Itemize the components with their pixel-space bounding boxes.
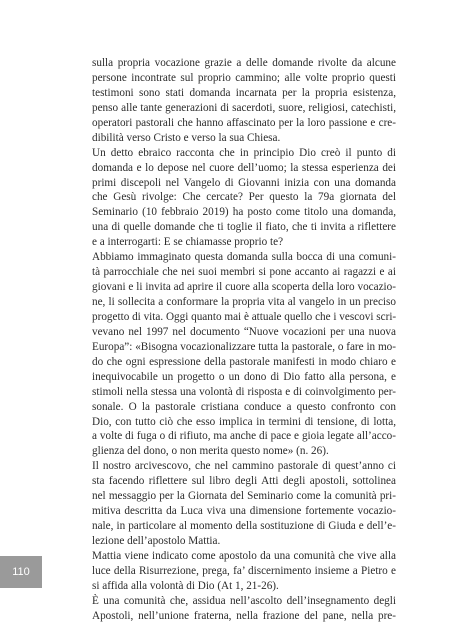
- text-line: lezione dell’apostolo Mattia.: [92, 535, 221, 547]
- text-line: Europa”: «Bisogna vocazionalizzare tutta la pastorale, o fare in mo-: [92, 340, 396, 353]
- text-line: Un detto ebraico racconta che in principio Dio creò il punto di: [92, 146, 396, 159]
- text-line: Apostoli, nell’unione fraterna, nella frazione del pane, nella pre-: [92, 609, 396, 622]
- text-line: penso alle tante generazioni di sacerdoti, suore, religiosi, catechisti,: [92, 101, 396, 114]
- text-line: Mattia viene indicato come apostolo da una comunità che vive alla: [92, 549, 396, 562]
- text-line: e a interrogarti: E se chiamasse proprio te?: [92, 236, 284, 249]
- text-line: operatori pastorali che hanno affascinato per la loro passione e cre-: [92, 116, 396, 129]
- text-line: stimoli nella stessa una volontà di risposta e di coinvolgimento per-: [92, 385, 396, 398]
- text-line: che Gesù rivolge: Che cercate? Per questo la 79a giornata del: [92, 191, 396, 204]
- text-line: progetto di vita. Oggi quanto mai è attuale quello che i vescovi scri-: [92, 310, 397, 323]
- text-line: domanda e lo depose nel cuore dell’uomo; la stessa esperienza dei: [92, 161, 396, 174]
- text-line: Il nostro arcivescovo, che nel cammino pastorale di quest’anno ci: [92, 460, 396, 473]
- text-line: primi discepoli nel Vangelo di Giovanni inizia con una domanda: [92, 176, 396, 189]
- text-line: nel messaggio per la Giornata del Seminario come la comunità pri-: [92, 490, 396, 503]
- text-line: vevano nel 1997 nel documento “Nuove vocazioni per una nuova: [92, 325, 396, 338]
- text-line: giovani e li invita ad aprire il cuore alla scoperta della loro vocazio-: [92, 281, 396, 294]
- text-line: do che ogni espressione della pastorale manifesti in modo chiaro e: [92, 355, 396, 368]
- page-number: 110: [12, 566, 30, 578]
- text-line: mitiva descritta da Luca viva una dimensione fortemente vocazio-: [92, 505, 396, 518]
- text-line: a volte di fuga o di rifiuto, ma anche di pace e gioia legate all’acco-: [92, 430, 396, 443]
- text-line: sulla propria vocazione grazie a delle domande rivolte da alcune: [92, 57, 396, 69]
- text-line: Seminario (10 febbraio 2019) ha posto come titolo una domanda,: [92, 206, 396, 219]
- text-line: persone incontrate sul proprio cammino; alle volte proprio questi: [92, 71, 396, 84]
- text-line: Abbiamo immaginato questa domanda sulla bocca di una comuni-: [92, 251, 396, 264]
- text-line: una di quelle domande che ti toglie il fiato, che ti invita a riflettere: [92, 221, 396, 234]
- text-line: testimoni sono stati domanda incarnata per la propria esistenza,: [92, 86, 396, 99]
- text-line: si affida alla volontà di Dio (At 1, 21-26).: [92, 579, 279, 592]
- text-line: dibilità verso Cristo e verso la sua Chiesa.: [92, 131, 281, 144]
- text-line: Dio, con tutto ciò che esso implica in termini di tensione, di lotta,: [92, 415, 396, 428]
- body-text: [92, 56, 396, 624]
- page-number-tab: [0, 556, 42, 588]
- text-line: luce della Risurrezione, prega, fa’ discernimento insieme a Pietro e: [92, 564, 396, 577]
- text-line: ne, li sollecita a conformare la propria vita al vangelo in un preciso: [92, 296, 396, 308]
- text-line: glienza del dono, o non merita questo nome» (n. 26).: [92, 445, 329, 458]
- text-line: inequivocabile un progetto o un dono di Dio fatto alla persona, e: [92, 370, 396, 383]
- text-line: tà parrocchiale che nei suoi membri si pone accanto ai ragazzi e ai: [92, 266, 396, 279]
- text-line: sonale. O la pastorale cristiana conduce a questo confronto con: [92, 400, 396, 413]
- text-line: sta facendo riflettere sul libro degli Atti degli apostoli, sottolinea: [92, 475, 396, 488]
- text-line: nale, in particolare al momento della sostituzione di Giuda e dell’e-: [92, 520, 396, 533]
- text-line: È una comunità che, assidua nell’ascolto dell’insegnamento degli: [92, 594, 396, 607]
